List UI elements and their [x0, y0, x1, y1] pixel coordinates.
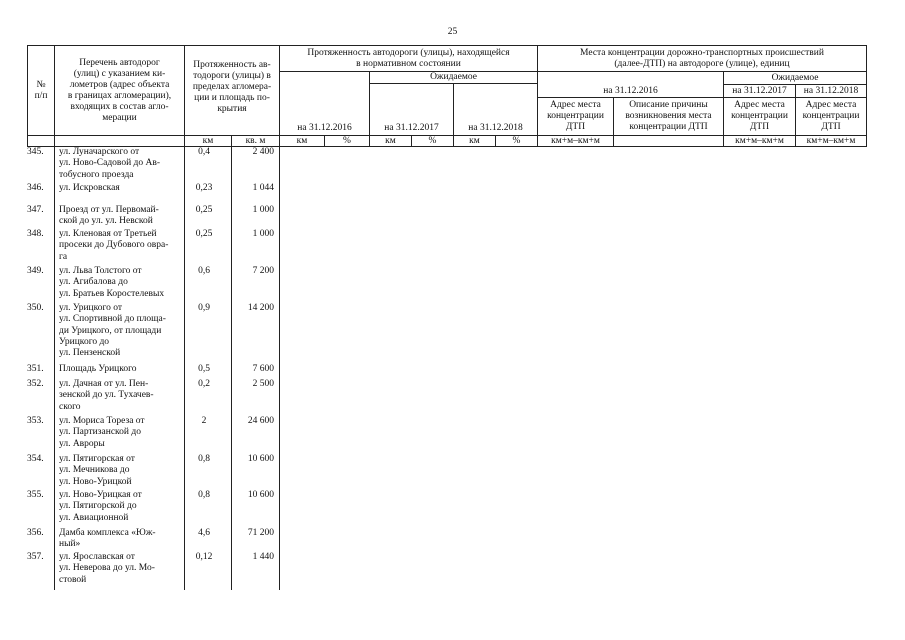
row-road-name: ул. Льва Толстого от ул. Агибалова до ул. Братьев Коростелевых [59, 266, 165, 299]
header-dtp-address-2017: Адрес места концентрации ДТП [723, 97, 795, 135]
unit-empty-1 [27, 135, 54, 146]
header-dtp-2017: на 31.12.2017 [723, 84, 795, 97]
row-area-sqm: 1 000 [252, 229, 274, 239]
row-area-sqm: 7 600 [252, 364, 274, 374]
header-norm-2017: на 31.12.2017 [369, 83, 453, 135]
unit-sqm: кв. м [231, 135, 279, 146]
header-norm-2018: на 31.12.2018 [453, 83, 537, 135]
header-number: № п/п [27, 45, 54, 135]
row-road-name: ул. Кленовая от Третьей просеки до Дубового овра- га [59, 229, 169, 262]
row-road-name: ул. Пятигорская от ул. Мечникова до ул. Ново-Урицкой [59, 454, 135, 487]
row-length-km: 0,25 [195, 229, 213, 239]
row-road-name: ул. Дачная от ул. Пен- зенской до ул. Тухачев- ского [59, 379, 154, 412]
row-length-km: 0,6 [198, 266, 210, 276]
row-number: 347. [27, 205, 44, 215]
column-rule [279, 146, 280, 590]
unit-kmm-2018: км+м–км+м [795, 135, 867, 146]
row-number: 355. [27, 490, 44, 500]
row-number: 349. [27, 266, 44, 276]
unit-kmm-2017: км+м–км+м [723, 135, 795, 146]
row-area-sqm: 1 000 [252, 205, 274, 215]
row-number: 357. [27, 552, 44, 562]
row-number: 348. [27, 229, 44, 239]
row-length-km: 2 [201, 416, 207, 426]
header-road-list: Перечень автодорог (улиц) с указанием ки- лометров (адрес объекта в границах агломерации), входящих в состав агло- мерации [54, 45, 184, 135]
row-area-sqm: 14 200 [247, 303, 274, 313]
row-area-sqm: 24 600 [247, 416, 274, 426]
unit-km-2016: км [279, 135, 324, 146]
column-rule [54, 146, 55, 590]
header-dtp-2016: на 31.12.2016 [537, 71, 723, 97]
row-length-km: 4,6 [198, 528, 210, 538]
row-road-name: ул. Ярославская от ул. Неверова до ул. Мо- стовой [59, 552, 155, 585]
row-road-name: ул. Ново-Урицкая от ул. Пятигорской до ул. Авиационной [59, 490, 142, 523]
row-road-name: ул. Искровская [59, 183, 120, 193]
header-norm-expected: Ожидаемое [369, 71, 537, 83]
row-area-sqm: 7 200 [252, 266, 274, 276]
unit-km-2017: км [369, 135, 411, 146]
header-dtp-2018: на 31.12.2018 [795, 84, 867, 97]
row-area-sqm: 1 044 [252, 183, 274, 193]
row-area-sqm: 1 440 [252, 552, 274, 562]
row-number: 345. [27, 147, 44, 157]
row-length-km: 0,25 [195, 205, 213, 215]
unit-km-2018: км [453, 135, 495, 146]
row-road-name: ул. Урицкого от ул. Спортивной до площа- ди Урицкого, от площади Урицкого до ул. Пензенской [59, 303, 166, 359]
table-header [27, 45, 867, 145]
header-normative-state: Протяженность автодороги (улицы), находящейся в нормативном состоянии [279, 45, 537, 71]
unit-pct-2016: % [324, 135, 369, 146]
row-road-name: Дамба комплекса «Юж- ный» [59, 528, 156, 550]
header-dtp-address-2018: Адрес места концентрации ДТП [795, 97, 867, 135]
unit-pct-2018: % [495, 135, 537, 146]
header-length: Протяженность ав- тодороги (улицы) в пределах агломера- ции и площадь по- крытия [184, 45, 279, 135]
row-number: 356. [27, 528, 44, 538]
row-number: 353. [27, 416, 44, 426]
unit-km: км [184, 135, 231, 146]
row-length-km: 0,12 [195, 552, 213, 562]
header-dtp-address-2016: Адрес места концентрации ДТП [537, 97, 613, 135]
row-length-km: 0,9 [198, 303, 210, 313]
row-number: 346. [27, 183, 44, 193]
row-number: 352. [27, 379, 44, 389]
unit-empty-2 [54, 135, 184, 146]
page-number: 25 [447, 27, 458, 37]
row-length-km: 0,8 [198, 454, 210, 464]
row-area-sqm: 2 500 [252, 379, 274, 389]
row-area-sqm: 71 200 [247, 528, 274, 538]
header-dtp-description: Описание причины возникновения места концентрации ДТП [613, 97, 723, 135]
header-dtp-places: Места концентрации дорожно-транспортных происшествий (далее-ДТП) на автодороге (улице), единиц [537, 45, 867, 71]
row-road-name: ул. Луначарского от ул. Ново-Садовой до Ав- тобусного проезда [59, 147, 161, 180]
row-length-km: 0,5 [198, 364, 210, 374]
unit-pct-2017: % [411, 135, 453, 146]
row-area-sqm: 10 600 [247, 490, 274, 500]
header-dtp-expected: Ожидаемое [723, 71, 867, 84]
unit-kmm-2016: км+м–км+м [537, 135, 613, 146]
row-length-km: 0,4 [198, 147, 210, 157]
row-length-km: 0,8 [198, 490, 210, 500]
row-road-name: ул. Мориса Тореза от ул. Партизанской до ул. Авроры [59, 416, 145, 449]
row-area-sqm: 10 600 [247, 454, 274, 464]
header-norm-2016: на 31.12.2016 [279, 71, 369, 135]
row-road-name: Площадь Урицкого [59, 364, 137, 374]
row-number: 354. [27, 454, 44, 464]
row-number: 350. [27, 303, 44, 313]
row-length-km: 0,2 [198, 379, 210, 389]
row-length-km: 0,23 [195, 183, 213, 193]
unit-empty-desc [613, 135, 723, 146]
row-road-name: Проезд от ул. Первомай- ской до ул. ул. Невской [59, 205, 159, 227]
row-number: 351. [27, 364, 44, 374]
row-area-sqm: 2 400 [252, 147, 274, 157]
